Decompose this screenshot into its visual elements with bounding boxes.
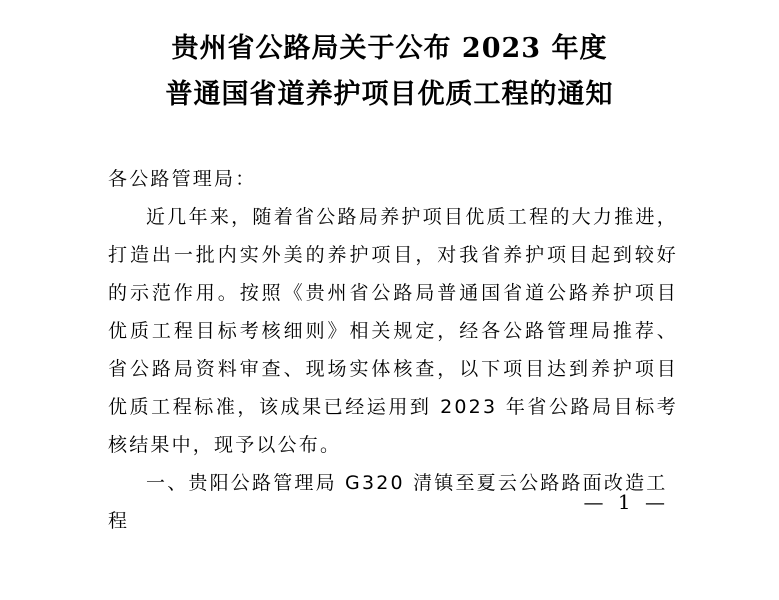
list-item: 一、贵阳公路管理局 G320 清镇至夏云公路路面改造工程 — [108, 472, 668, 532]
title-line-1: 贵州省公路局关于公布 2023 年度 — [171, 33, 608, 64]
document-title — [0, 26, 779, 118]
title-line-2: 普通国省道养护项目优质工程的通知 — [165, 79, 614, 110]
document-body — [108, 160, 678, 540]
salutation: 各公路管理局： — [108, 168, 257, 190]
body-paragraph: 近几年来，随着省公路局养护项目优质工程的大力推进，打造出一批内实外美的养护项目，对我省养护项目起到较好的示范作用。按照《贵州省公路局普通国省道公路养护项目优质工程目标考核细则》相关规定，经各公路管理局推荐、省公路局资料审查、现场实体核查，以下项目达到养护项目优质工程标准，该成果已经运用到 2023 年省公路局目标考核结果中，现予以公布。 — [108, 206, 678, 456]
page-number: — 1 — — [583, 490, 669, 514]
